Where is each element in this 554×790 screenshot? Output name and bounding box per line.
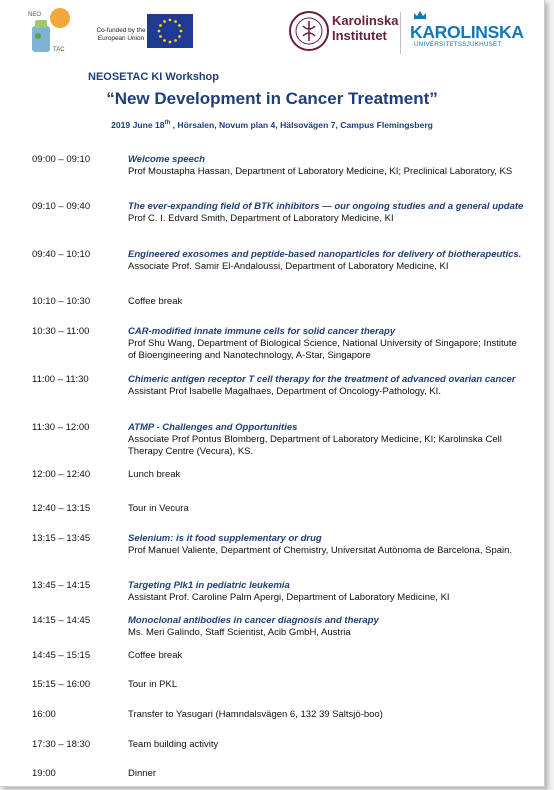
speaker: Associate Prof Pontus Blomberg, Department of Laboratory Medicine, KI; Karolinska Cell Therapy Centre (Vecura), KS. [128,434,502,457]
row-content [128,739,524,751]
time-slot: 14:45 – 15:15 [32,650,91,661]
row-content [128,469,524,481]
activity: Tour in PKL [128,679,178,690]
main-title: “New Development in Cancer Treatment” [106,89,438,108]
talk-title: Selenium: is it food supplementary or drug [128,533,322,544]
ki-name: Karolinska Institutet [332,13,399,43]
speaker: Prof Shu Wang, Department of Biological Science, National University of Singapore; Institute of Bioengineering and Nanotechnology, A-Star, Singapore [128,338,517,361]
date-rest: , Hörsalen, Novum plan 4, Hälsovägen 7, Campus Flemingsberg [170,120,433,130]
eu-cofunded-text: Co-funded by the European Union [96,27,146,42]
time-slot: 11:00 – 11:30 [32,374,89,385]
activity: Team building activity [128,739,219,750]
speaker: Ms. Meri Galindo, Staff Scientist, Acib GmbH, Austria [128,627,351,638]
eu-flag-icon [147,14,193,48]
time-slot: 13:15 – 13:45 [32,533,91,544]
row-content [128,615,524,639]
row-content [128,503,524,515]
neosetac-logo [26,6,76,56]
activity: Lunch break [128,469,181,480]
row-content [128,580,524,604]
time-slot: 14:15 – 14:45 [32,615,91,626]
row-content [128,154,524,178]
row-content [128,709,524,721]
logo-divider [400,12,401,54]
time-slot: 12:00 – 12:40 [32,469,91,480]
svg-text:TAC: TAC [53,47,65,53]
speaker: Assistant Prof Isabelle Magalhaes, Department of Oncology-Pathology, KI. [128,386,441,397]
talk-title: The ever-expanding field of BTK inhibitors — our ongoing studies and a general update [128,201,524,212]
row-content [128,650,524,662]
row-content [128,768,524,780]
speaker: Prof Manuel Valiente, Department of Chemistry, Universitat Autònoma de Barcelona, Spain. [128,545,513,556]
speaker: Prof Moustapha Hassan, Department of Laboratory Medicine, KI; Preclinical Laboratory, KS [128,166,513,177]
talk-title: ATMP - Challenges and Opportunities [128,422,298,433]
time-slot: 13:45 – 14:15 [32,580,91,591]
time-slot: 10:10 – 10:30 [32,296,91,307]
svg-text:NEO: NEO [28,12,42,18]
time-slot: 09:00 – 09:10 [32,154,91,165]
time-slot: 12:40 – 13:15 [32,503,91,514]
talk-title: Welcome speech [128,154,205,165]
speaker: Associate Prof. Samir El-Andaloussi, Department of Laboratory Medicine, KI [128,261,449,272]
time-slot: 09:40 – 10:10 [32,249,91,260]
time-slot: 09:10 – 09:40 [32,201,91,212]
row-content [128,201,524,225]
date-suffix: th [164,120,171,127]
activity: Dinner [128,768,156,779]
talk-title: CAR-modified innate immune cells for solid cancer therapy [128,326,396,337]
time-slot: 16:00 [32,709,56,720]
time-slot: 10:30 – 11:00 [32,326,90,337]
time-slot: 15:15 – 16:00 [32,679,91,690]
ku-logo-subtext: UNIVERSITETSSJUKHUSET [414,41,502,48]
activity: Coffee break [128,650,183,661]
crown-icon [413,10,427,20]
activity: Tour in Vecura [128,503,189,514]
ki-logo-text [332,13,398,43]
talk-title: Targeting Plk1 in pediatric leukemia [128,580,290,591]
speaker: Assistant Prof. Caroline Palm Apergi, Department of Laboratory Medicine, KI [128,592,450,603]
speaker: Prof C. I. Edvard Smith, Department of Laboratory Medicine, KI [128,213,394,224]
row-content [128,533,524,557]
row-content [128,249,524,273]
time-slot: 17:30 – 18:30 [32,739,91,750]
row-content [128,326,524,362]
eu-cofunded-logo [95,14,195,50]
date-location [0,120,544,130]
row-content [128,679,524,691]
ki-seal-icon [288,10,330,52]
time-slot: 11:30 – 12:00 [32,422,90,433]
date-prefix: 2019 June 18 [111,120,165,130]
talk-title: Engineered exosomes and peptide-based nanoparticles for delivery of biotherapeutics. [128,249,522,260]
workshop-title: NEOSETAC KI Workshop [88,71,219,83]
ku-logo-text: KAROLINSKA [410,22,524,42]
activity: Coffee break [128,296,183,307]
row-content [128,296,524,308]
time-slot: 19:00 [32,768,56,779]
row-content [128,374,524,398]
talk-title: Chimeric antigen receptor T cell therapy for the treatment of advanced ovarian cancer [128,374,516,385]
row-content [128,422,524,458]
activity: Transfer to Yasugari (Hamndalsvägen 6, 132 39 Saltsjö-boo) [128,709,383,720]
talk-title: Monoclonal antibodies in cancer diagnosis and therapy [128,615,379,626]
